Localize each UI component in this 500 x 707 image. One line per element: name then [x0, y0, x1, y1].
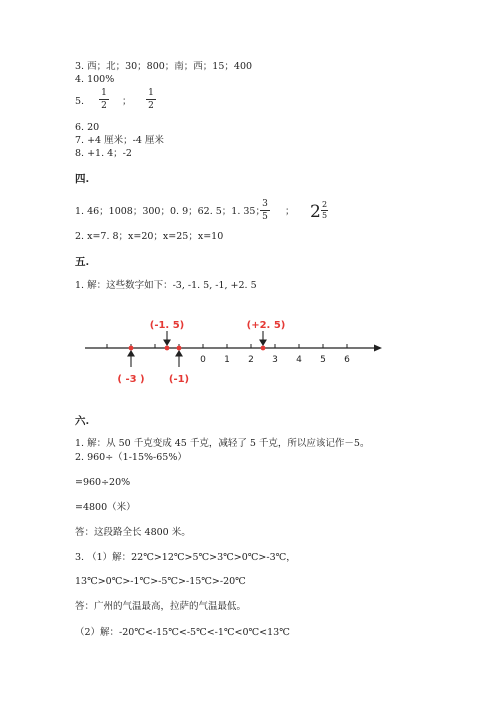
answer-3-6: 6. 20: [75, 122, 100, 133]
point-minus-1: [177, 346, 182, 351]
fraction-three-fifths: 3 5: [260, 199, 270, 222]
answer-3-4: 4. 100%: [75, 74, 115, 85]
answer-6-2-step2: =4800（米）: [75, 502, 136, 513]
arrowhead: [164, 340, 170, 345]
label-minus-3: ( -3 ): [117, 374, 145, 385]
tick-label-1: 1: [224, 355, 230, 365]
point-minus-3: [129, 346, 134, 351]
section-heading-5: 五.: [75, 256, 90, 268]
answer-6-2-conclusion: 答：这段路全长 4800 米。: [75, 527, 191, 538]
label-minus-1: (-1): [168, 374, 190, 385]
point-plus-2-5: [261, 346, 266, 351]
answer-6-3-1-conclusion: 答：广州的气温最高，拉萨的气温最低。: [75, 601, 247, 612]
mixed-number: 2 2 5: [310, 200, 328, 222]
answer-3-7: 7. +4 厘米；-4 厘米: [75, 135, 164, 146]
tick-label-6: 6: [344, 355, 350, 365]
axis-arrowhead: [374, 345, 382, 352]
section-heading-6: 六.: [75, 415, 90, 427]
label-minus-1-5: (-1. 5): [149, 320, 185, 331]
section-heading-4: 四.: [75, 173, 90, 185]
answer-6-1: 1. 解：从 50 千克变成 45 千克，减轻了 5 千克，所以应该记作－5。: [75, 438, 370, 449]
answer-6-2: 2. 960÷（1-15%-65%）: [75, 452, 187, 463]
separator: ；: [122, 96, 132, 107]
arrowhead: [176, 351, 182, 356]
point-minus-1-5: [165, 346, 170, 351]
tick-label-0: 0: [200, 355, 206, 365]
tick-label-2: 2: [248, 355, 254, 365]
arrowhead: [260, 340, 266, 345]
answer-6-3-1-cont: 13℃>0℃>-1℃>-5℃>-15℃>-20℃: [75, 576, 246, 587]
fraction-one-half-a: 1 2: [99, 88, 109, 111]
arrowhead: [128, 351, 134, 356]
answer-6-3-1: 3. （1）解：22℃>12℃>5℃>3℃>0℃>-3℃，: [75, 552, 296, 563]
fraction-one-half-b: 1 2: [146, 88, 156, 111]
answer-4-1: 1. 46；1008；300；0. 9；62. 5；1. 35；: [75, 206, 265, 217]
answer-3-5-label: 5.: [75, 96, 85, 107]
answer-3-1: 3. 西；北；30；800；南；西；15；400: [75, 61, 253, 72]
answer-6-3-2: （2）解：-20℃<-15℃<-5℃<-1℃<0℃<13℃: [75, 627, 290, 638]
tick-label-4: 4: [296, 355, 302, 365]
answer-5-1: 1. 解：这些数字如下：-3, -1. 5, -1, +2. 5: [75, 280, 257, 291]
tick-label-3: 3: [272, 355, 278, 365]
separator: ；: [285, 206, 295, 217]
label-plus-2-5: (+2. 5): [246, 320, 286, 331]
number-line: [80, 315, 400, 395]
answer-6-2-step1: =960÷20%: [75, 477, 131, 488]
answer-3-8: 8. +1. 4；-2: [75, 148, 132, 159]
answer-4-2: 2. x=7. 8；x=20；x=25；x=10: [75, 231, 224, 242]
tick-label-5: 5: [320, 355, 326, 365]
